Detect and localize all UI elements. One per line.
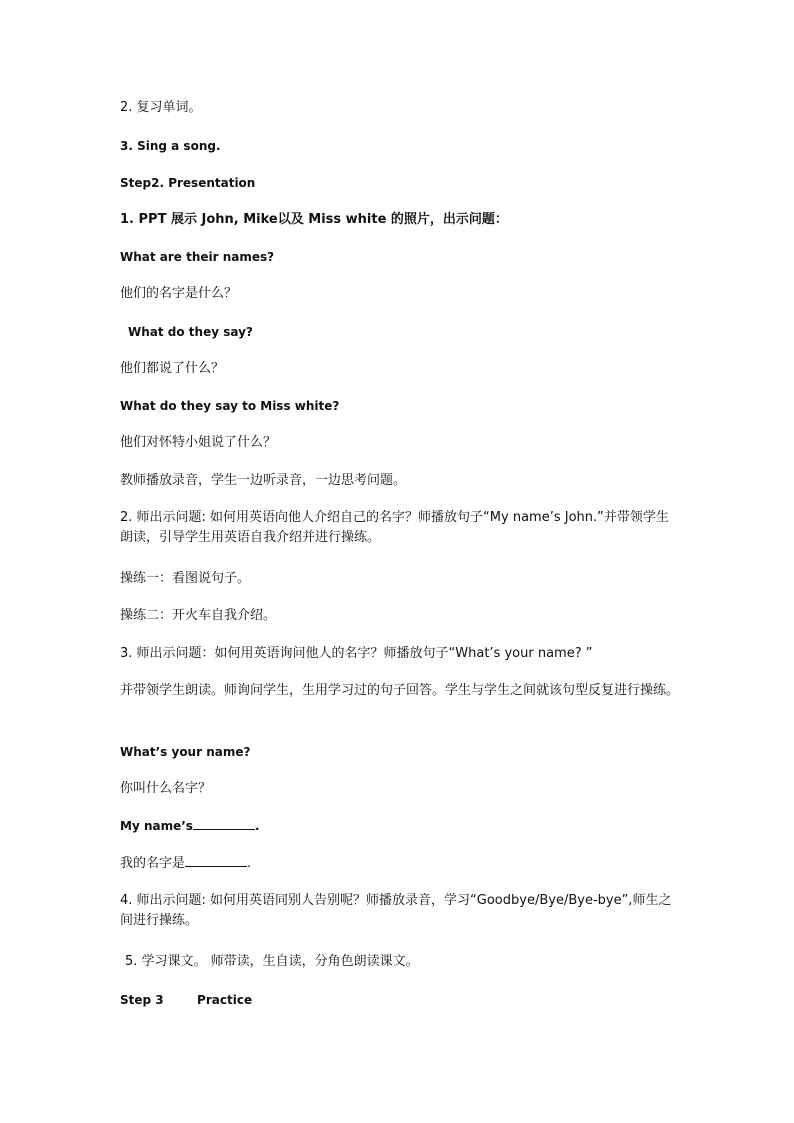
sentence-chinese: 你叫什么名字？ [120, 781, 212, 796]
text-line: 1. PPT 展示 John, Mike以及 Miss white 的照片，出示问题： [120, 212, 508, 227]
sentence-period: . [254, 819, 260, 833]
question-chinese: 他们的名字是什么？ [120, 286, 238, 301]
answer-blank [193, 817, 255, 830]
question-english: What are their names? [120, 250, 275, 264]
section-heading: Step 3 Practice [120, 993, 253, 1007]
text-line: 3. Sing a song. [120, 139, 221, 153]
question-english: What do they say? [128, 325, 253, 339]
question-chinese: 他们对怀特小姐说了什么？ [120, 435, 277, 450]
text-line: 2. 复习单词。 [120, 100, 202, 115]
text-line: 5. 学习课文。 师带读，生自读，分角色朗读课文。 [125, 954, 419, 969]
sentence-period: . [247, 856, 252, 871]
sentence-prefix: My name’s [120, 819, 193, 833]
text-line: 操练二：开火车自我介绍。 [120, 608, 277, 623]
fill-in-sentence-english [120, 816, 680, 836]
question-english: What do they say to Miss white? [120, 399, 340, 413]
fill-in-sentence-chinese [120, 854, 680, 874]
section-heading: Step2. Presentation [120, 176, 256, 190]
paragraph: 并带领学生朗读。师询问学生，生用学习过的句子回答。学生与学生之间就该句型反复进行操练。 [120, 683, 680, 698]
paragraph: 4. 师出示问题: 如何用英语同别人告别呢？师播放录音，学习“Goodbye/Bye/Bye-bye”,师生之间进行操练。 [120, 893, 672, 928]
text-line: 操练一：看图说句子。 [120, 571, 251, 586]
text-line: 教师播放录音，学生一边听录音，一边思考问题。 [120, 473, 407, 488]
text-line: 3. 师出示问题：如何用英语询问他人的名字？师播放句子“What’s your name? ” [120, 646, 593, 661]
sentence-prefix: 我的名字是 [120, 856, 186, 871]
question-chinese: 他们都说了什么？ [120, 361, 225, 376]
paragraph: 2. 师出示问题: 如何用英语向他人介绍自己的名字？师播放句子“My name’s John.”并带领学生朗读，引导学生用英语自我介绍并进行操练。 [120, 510, 669, 545]
answer-blank [185, 854, 247, 867]
sentence-english: What’s your name? [120, 745, 251, 759]
